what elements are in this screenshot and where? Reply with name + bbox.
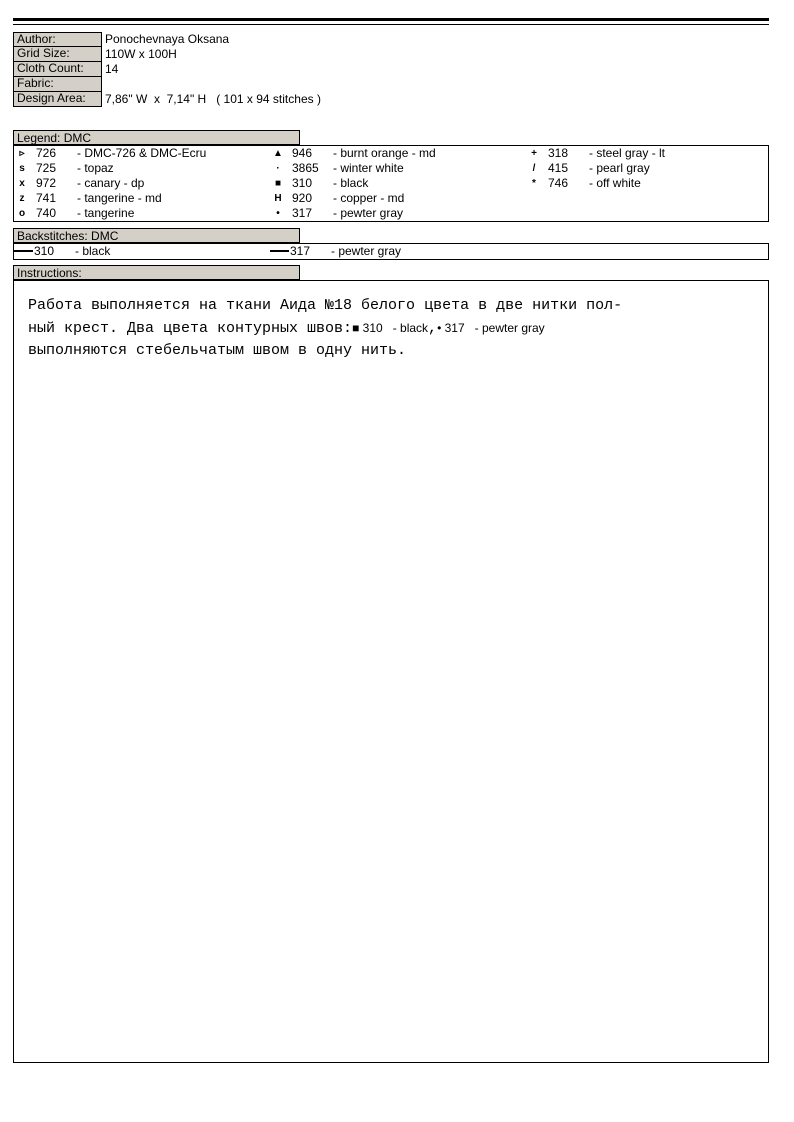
backstitch-code: 310 [34,244,55,258]
bullet-symbol-icon: • [276,208,280,219]
legend-desc: - topaz [77,161,114,175]
legend-box [13,145,769,222]
legend-desc: - steel gray - lt [589,146,666,160]
key-code: 310 [362,321,383,335]
legend-desc: - DMC-726 & DMC-Ecru [77,146,207,160]
backstitch-desc: - black [75,244,111,258]
backstitch-line-icon [14,250,33,252]
legend-code: 317 [292,206,313,220]
bullet-icon: • [437,321,442,335]
legend-code: 318 [548,146,569,160]
dot-symbol-icon: · [276,163,280,174]
legend-desc: - burnt orange - md [333,146,436,160]
legend-code: 3865 [292,161,319,175]
legend-desc: - pewter gray [333,206,404,220]
grid-size-value: 110W x 100H [105,47,177,61]
key-desc: - black [392,321,429,335]
backstitch-desc: - pewter gray [331,244,402,258]
instructions-line-2-text: ный крест. Два цвета контурных швов: [28,320,353,337]
filled-square-icon: ■ [352,321,360,335]
design-area-label: Design Area: [13,92,102,107]
letter-z-symbol-icon: z [19,193,25,204]
backstitches-box [13,243,769,260]
legend-code: 746 [548,176,569,190]
legend-desc: - off white [589,176,641,190]
legend-header: Legend: DMC [13,130,300,145]
grid-size-label: Grid Size: [13,47,102,62]
cloth-count-label: Cloth Count: [13,62,102,77]
letter-s-symbol-icon: s [19,163,25,174]
instructions-line-1: Работа выполняется на ткани Аида №18 белого цвета в две нитки пол- [28,297,623,314]
letter-x-symbol-icon: x [19,178,25,189]
author-value: Ponochevnaya Oksana [105,32,230,46]
backstitch-key-310 [352,321,428,335]
key-desc: - pewter gray [474,321,545,335]
instructions-line-2 [28,317,758,340]
fabric-label: Fabric: [13,77,102,92]
author-label: Author: [13,32,102,47]
key-separator: , [428,320,438,337]
legend-desc: - tangerine - md [77,191,162,205]
legend-desc: - copper - md [333,191,405,205]
letter-h-symbol-icon: H [274,193,282,204]
asterisk-symbol-icon: * [532,178,536,189]
top-rule-thin [13,24,769,25]
plus-symbol-icon: + [531,148,537,159]
slash-symbol-icon: / [532,163,536,174]
backstitch-key-317 [437,321,545,335]
top-rule-thick [13,18,769,21]
legend-code: 920 [292,191,313,205]
letter-o-symbol-icon: o [18,208,26,219]
filled-square-symbol-icon: ■ [274,178,282,189]
design-area-value: 7,86" W x 7,14" H ( 101 x 94 stitches ) [105,92,321,106]
cloth-count-value: 14 [105,62,119,76]
legend-desc: - canary - dp [77,176,145,190]
legend-desc: - winter white [333,161,404,175]
legend-code: 740 [36,206,57,220]
legend-code: 725 [36,161,57,175]
instructions-text [28,295,758,362]
legend-code: 972 [36,176,57,190]
instructions-box [13,280,769,1063]
backstitches-header: Backstitches: DMC [13,228,300,243]
backstitch-line-icon [270,250,289,252]
triangle-up-symbol-icon: ▲ [273,148,283,159]
legend-desc: - black [333,176,369,190]
legend-desc: - tangerine [77,206,135,220]
legend-code: 946 [292,146,313,160]
legend-desc: - pearl gray [589,161,650,175]
legend-code: 415 [548,161,569,175]
legend-code: 741 [36,191,57,205]
backstitch-code: 317 [290,244,311,258]
instructions-line-3: выполняются стебельчатым швом в одну нить. [28,342,407,359]
key-code: 317 [444,321,465,335]
triangle-right-symbol-icon: ▹ [19,148,25,159]
instructions-header: Instructions: [13,265,300,280]
legend-code: 310 [292,176,313,190]
legend-code: 726 [36,146,57,160]
